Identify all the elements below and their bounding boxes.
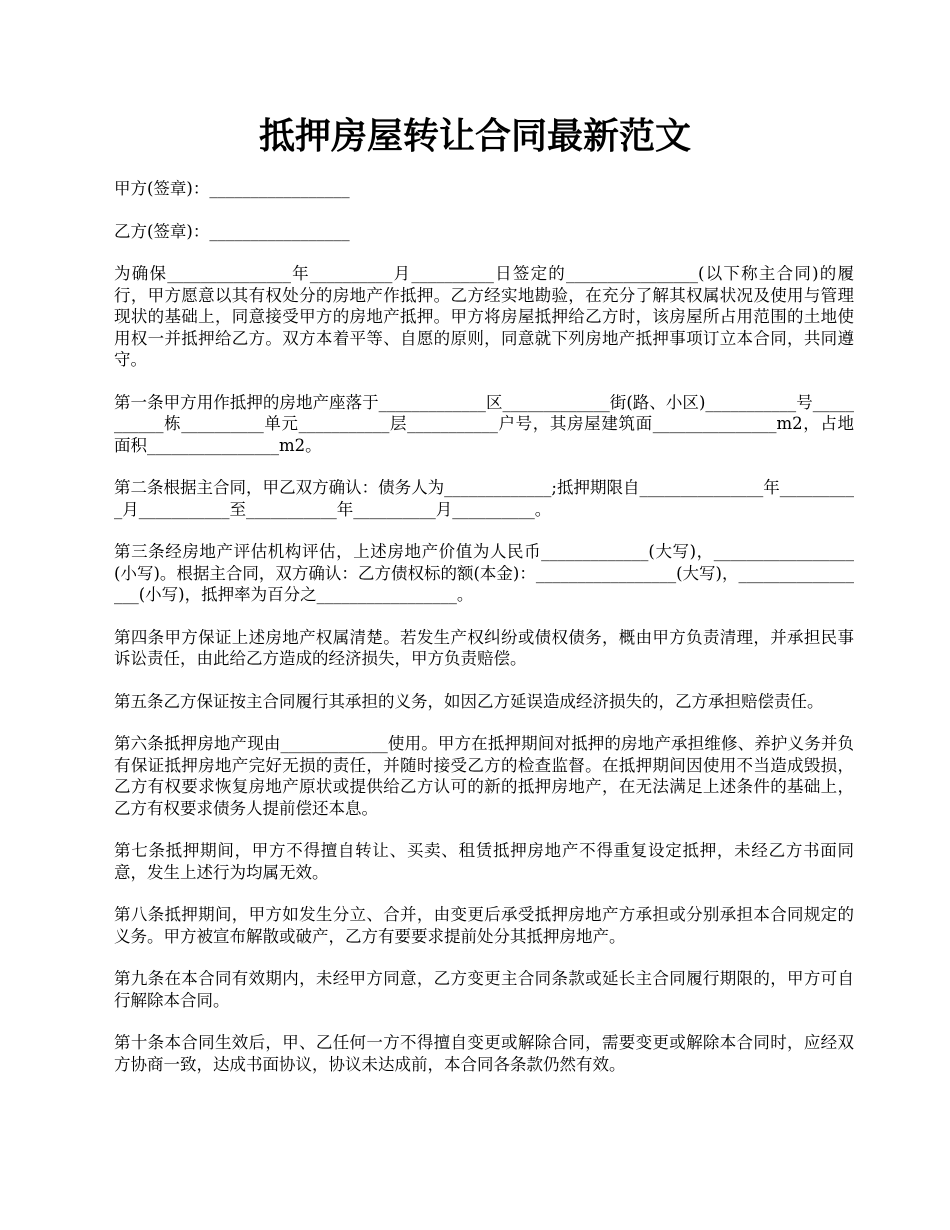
document-title: 抵押房屋转让合同最新范文 xyxy=(258,115,691,157)
party-a-signature-line: 甲方(签章)：_________________ xyxy=(114,179,350,198)
preamble-paragraph: 为确保_______________年__________月__________日签定的________________(以下称主合同)的履行，甲方愿意以其有权处分的房地产作抵押。乙方经实地勘验，在充分了解其权属状况及使用与管理现状的基础上，同意接受甲方的房地产抵押。甲方将房屋抵押给乙方时，该房屋所占用范围的土地使用权一并抵押给乙方。双方本着平等、自愿的原则，同意就下列房地产抵押事项订立本合同，共同遵守。 xyxy=(114,264,854,369)
article-4-paragraph: 第四条甲方保证上述房地产权属清楚。若发生产权纠纷或债权债务，概由甲方负责清理，并承担民事诉讼责任，由此给乙方造成的经济损失，甲方负责赔偿。 xyxy=(114,627,854,668)
document-body xyxy=(114,178,854,1096)
article-2-paragraph: 第二条根据主合同，甲乙双方确认：债务人为_____________;抵押期限自_______________年__________月___________至___________年__________月__________。 xyxy=(114,478,854,519)
article-7-paragraph: 第七条抵押期间，甲方不得擅自转让、买卖、租赁抵押房地产不得重复设定抵押，未经乙方书面同意，发生上述行为均属无效。 xyxy=(114,841,854,882)
article-5-paragraph: 第五条乙方保证按主合同履行其承担的义务，如因乙方延误造成经济损失的，乙方承担赔偿责任。 xyxy=(114,691,824,711)
article-10-paragraph: 第十条本合同生效后，甲、乙任何一方不得擅自变更或解除合同，需要变更或解除本合同时，应经双方协商一致，达成书面协议，协议未达成前，本合同各条款仍然有效。 xyxy=(114,1033,854,1074)
article-3-paragraph: 第三条经房地产评估机构评估，上述房地产价值为人民币_____________(大写)，_________________(小写)。根据主合同，双方确认：乙方债权标的额(本金)：_________________(大写)，_________________(小写)，抵押率为百分之_________________。 xyxy=(114,542,854,604)
party-b-signature-line: 乙方(签章)：_________________ xyxy=(114,221,350,241)
article-8-paragraph: 第八条抵押期间，甲方如发生分立、合并，由变更后承受抵押房地产方承担或分别承担本合同规定的义务。甲方被宣布解散或破产，乙方有要要求提前处分其抵押房地产。 xyxy=(114,905,854,946)
article-9-paragraph: 第九条在本合同有效期内，未经甲方同意，乙方变更主合同条款或延长主合同履行期限的，甲方可自行解除本合同。 xyxy=(114,969,854,1010)
article-1-paragraph: 第一条甲方用作抵押的房地产座落于_____________区_____________街(路、小区)___________号___________栋__________单元___________层___________户号，其房屋建筑面_______________m2，占地面积________________m2。 xyxy=(114,392,854,455)
article-6-paragraph: 第六条抵押房地产现由_____________使用。甲方在抵押期间对抵押的房地产承担维修、养护义务并负有保证抵押房地产完好无损的责任，并随时接受乙方的检查监督。在抵押期间因使用不当造成毁损，乙方有权要求恢复房地产原状或提供给乙方认可的新的抵押房地产，在无法满足上述条件的基础上，乙方有权要求债务人提前偿还本息。 xyxy=(114,734,854,818)
